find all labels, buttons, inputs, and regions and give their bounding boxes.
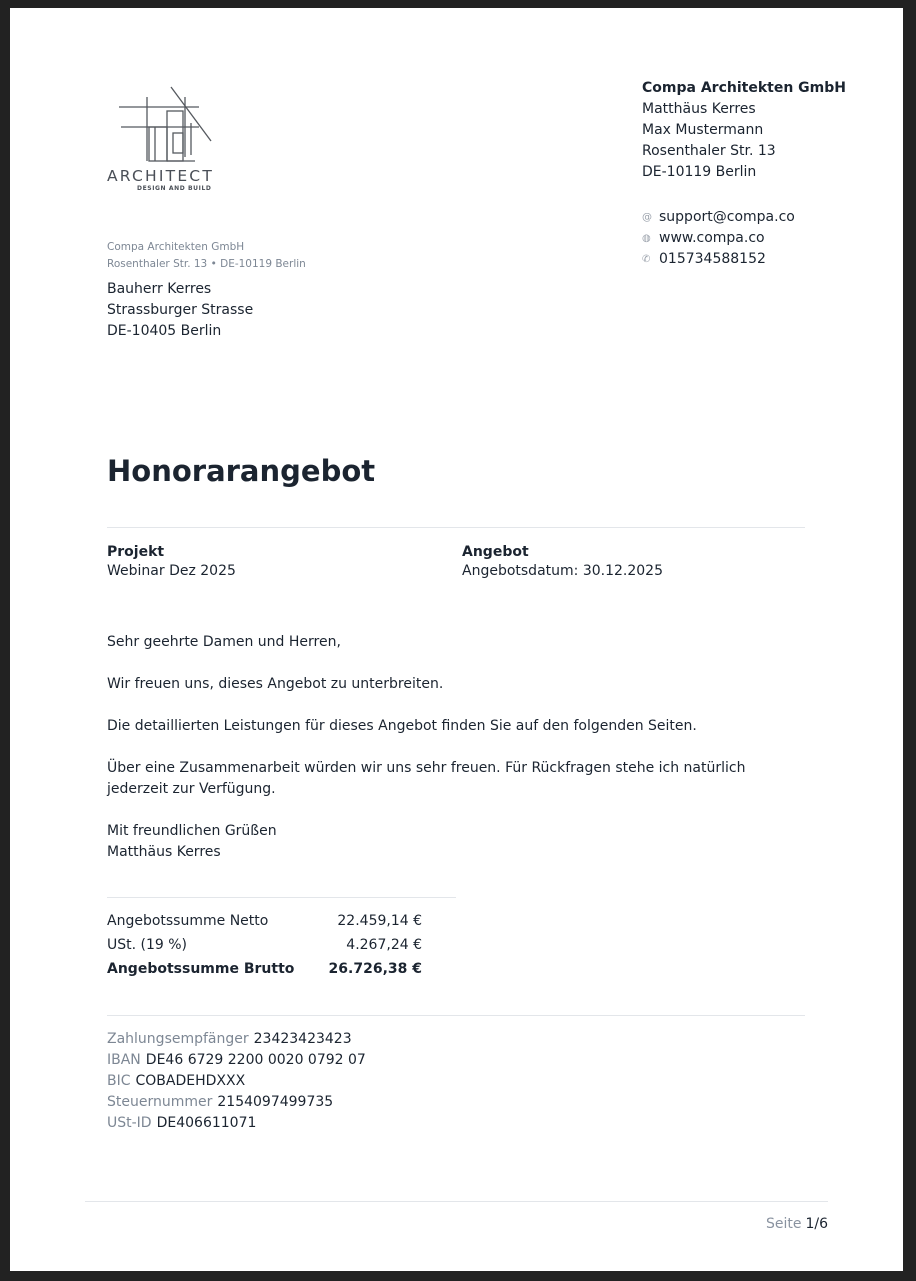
gross-label: Angebotssumme Brutto <box>107 961 295 977</box>
contact-block <box>642 207 795 270</box>
totals-row-vat <box>107 933 422 957</box>
sender-block <box>642 78 846 183</box>
bic-value: COBADEHDXXX <box>135 1073 246 1089</box>
totals-row-gross <box>107 957 422 981</box>
bank-row-bic <box>107 1071 366 1092</box>
recipient-address <box>107 279 253 342</box>
globe-icon: ◍ <box>642 233 651 244</box>
offer-label: Angebot <box>462 544 529 560</box>
offer-block <box>462 544 663 579</box>
bank-details <box>107 1029 366 1134</box>
sender-company: Compa Architekten GmbH <box>642 80 846 96</box>
tax-number-label: Steuernummer <box>107 1094 213 1110</box>
return-address-line: Compa Architekten GmbH <box>107 241 245 253</box>
letter-paragraph: Die detaillierten Leistungen für dieses Angebot finden Sie auf den folgenden Seiten. <box>107 718 697 734</box>
bank-row-vatid <box>107 1113 366 1134</box>
company-logo <box>107 83 231 193</box>
divider <box>107 1015 805 1016</box>
sender-line: DE-10119 Berlin <box>642 164 757 180</box>
project-label: Projekt <box>107 544 165 560</box>
letter-paragraph: Über eine Zusammenarbeit würden wir uns sehr freuen. Für Rückfragen stehe ich natürlich jederzeit zur Verfügung. <box>107 760 746 797</box>
vat-id-label: USt-ID <box>107 1115 152 1131</box>
bank-row-iban <box>107 1050 366 1071</box>
gross-value: 26.726,38 € <box>328 961 422 977</box>
signature: Matthäus Kerres <box>107 844 221 860</box>
tax-number-value: 2154097499735 <box>217 1094 334 1110</box>
payee-value: 23423423423 <box>253 1031 352 1047</box>
recipient-line: Bauherr Kerres <box>107 281 212 297</box>
bank-row-payee <box>107 1029 366 1050</box>
divider <box>107 897 456 898</box>
totals-row-net <box>107 909 422 933</box>
recipient-line: DE-10405 Berlin <box>107 323 222 339</box>
logo-wordmark: ARCHITECT <box>107 167 215 185</box>
footer-divider <box>85 1201 828 1202</box>
return-address-line: Rosenthaler Str. 13 • DE-10119 Berlin <box>107 258 306 270</box>
sender-line: Rosenthaler Str. 13 <box>642 143 776 159</box>
vat-label: USt. (19 %) <box>107 937 188 953</box>
at-icon: @ <box>642 212 652 223</box>
recipient-line: Strassburger Strasse <box>107 302 254 318</box>
bank-row-tax <box>107 1092 366 1113</box>
offer-date: Angebotsdatum: 30.12.2025 <box>462 563 663 579</box>
net-label: Angebotssumme Netto <box>107 913 269 929</box>
iban-label: IBAN <box>107 1052 141 1068</box>
contact-phone-row <box>642 249 795 270</box>
contact-web-row <box>642 228 795 249</box>
project-value: Webinar Dez 2025 <box>107 563 236 579</box>
page-number <box>766 1216 828 1232</box>
sender-line: Max Mustermann <box>642 122 764 138</box>
iban-value: DE46 6729 2200 0020 0792 07 <box>145 1052 366 1068</box>
letter-body <box>107 632 807 863</box>
project-block <box>107 544 236 579</box>
totals-table <box>107 909 422 981</box>
contact-email[interactable]: support@compa.co <box>659 209 795 225</box>
sender-line: Matthäus Kerres <box>642 101 756 117</box>
contact-website[interactable]: www.compa.co <box>659 230 765 246</box>
closing: Mit freundlichen Grüßen <box>107 823 277 839</box>
page-value: 1/6 <box>805 1216 828 1232</box>
payee-label: Zahlungsempfänger <box>107 1031 249 1047</box>
building-sketch-icon <box>107 83 231 167</box>
document-page <box>10 8 903 1271</box>
document-title: Honorarangebot <box>107 454 376 488</box>
contact-email-row <box>642 207 795 228</box>
phone-icon: ✆ <box>642 254 651 265</box>
vat-value: 4.267,24 € <box>346 937 422 953</box>
page-label: Seite <box>765 1216 802 1232</box>
vat-id-value: DE406611071 <box>156 1115 257 1131</box>
letter-paragraph: Wir freuen uns, dieses Angebot zu unterbreiten. <box>107 676 444 692</box>
bic-label: BIC <box>107 1073 131 1089</box>
divider <box>107 527 805 528</box>
contact-phone[interactable]: 015734588152 <box>659 251 766 267</box>
net-value: 22.459,14 € <box>337 913 422 929</box>
logo-tagline: DESIGN AND BUILD <box>137 185 212 192</box>
salutation: Sehr geehrte Damen und Herren, <box>107 634 341 650</box>
return-address <box>107 239 306 273</box>
